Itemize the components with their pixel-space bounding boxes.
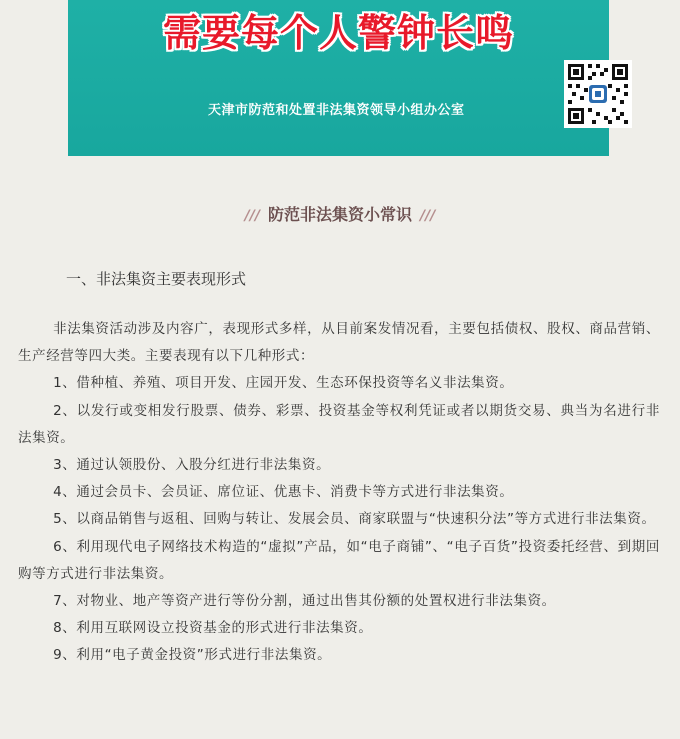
list-item: 9、利用“电子黄金投资”形式进行非法集资。 — [53, 647, 332, 664]
heading-decor-right: /// — [420, 208, 436, 224]
subheading: 一、非法集资主要表现形式 — [66, 270, 247, 288]
list-item: 5、以商品销售与返租、回购与转让、发展会员、商家联盟与“快速积分法”等方式进行非法集资。 — [53, 511, 656, 528]
banner-org-name: 天津市防范和处置非法集资领导小组办公室 — [208, 103, 465, 118]
list-item: 4、通过会员卡、会员证、席位证、优惠卡、消费卡等方式进行非法集资。 — [53, 484, 514, 501]
header-banner — [68, 0, 609, 156]
heading-decor-left: /// — [244, 208, 260, 224]
article-body — [18, 316, 660, 670]
section-heading — [0, 202, 680, 225]
banner-title: 需要每个人警钟长鸣 — [162, 10, 514, 55]
list-item: 7、对物业、地产等资产进行等份分割，通过出售其份额的处置权进行非法集资。 — [53, 593, 556, 610]
list-item: 6、利用现代电子网络技术构造的“虚拟”产品，如“电子商铺”、“电子百货”投资委托经营、到期回购等方式进行非法集资。 — [18, 538, 660, 582]
list-item: 2、以发行或变相发行股票、债券、彩票、投资基金等权利凭证或者以期货交易、典当为名进行非法集资。 — [18, 402, 660, 446]
list-item: 1、借种植、养殖、项目开发、庄园开发、生态环保投资等名义非法集资。 — [53, 375, 514, 392]
section-title: 防范非法集资小常识 — [267, 205, 412, 224]
list-item: 8、利用互联网设立投资基金的形式进行非法集资。 — [53, 620, 373, 637]
list-item: 3、通过认领股份、入股分红进行非法集资。 — [53, 457, 331, 474]
paragraph-intro: 非法集资活动涉及内容广，表现形式多样，从目前案发情况看，主要包括债权、股权、商品营销、生产经营等四大类。主要表现有以下几种形式： — [18, 321, 660, 365]
qr-code-icon[interactable] — [564, 60, 632, 128]
